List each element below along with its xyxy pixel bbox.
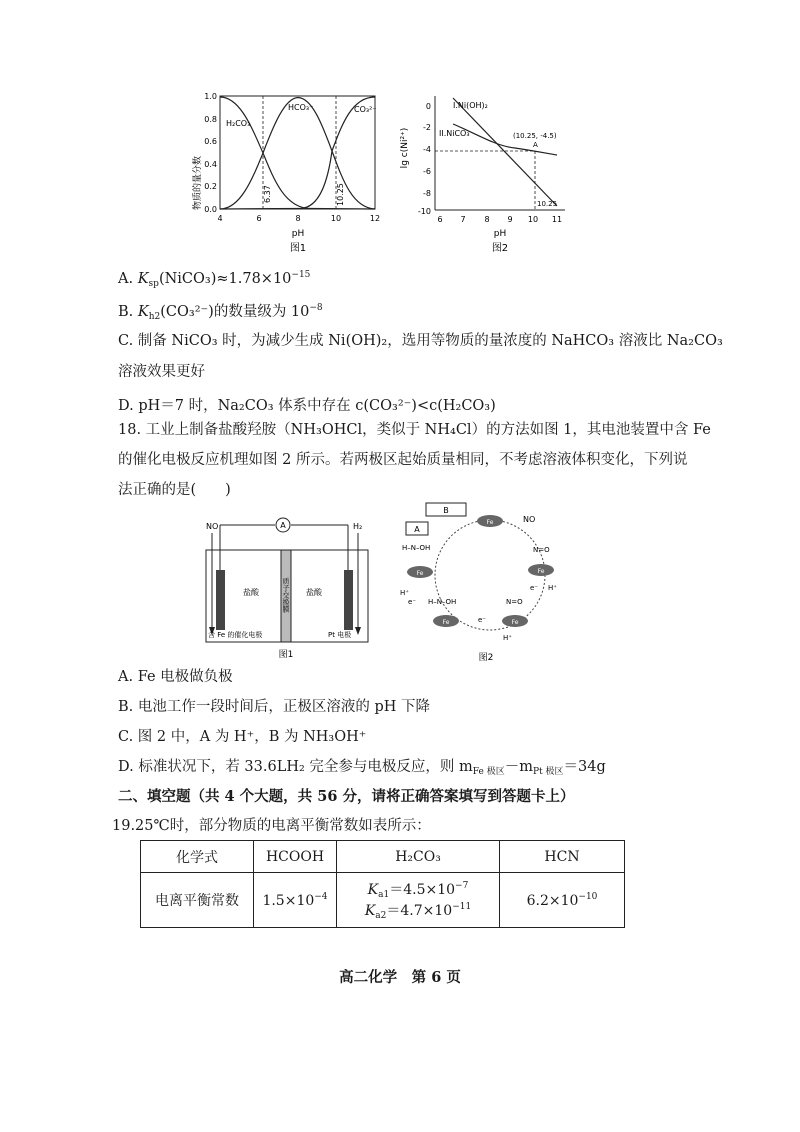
ka2-sub: a2: [375, 911, 387, 921]
fig2-ytick: -6: [423, 167, 431, 176]
ka1-base: ＝4.5×10: [389, 882, 456, 898]
q18-option-b: B. 电池工作一段时间后，正极区溶液的 pH 下降: [118, 699, 431, 715]
fig1-label-h2co3: H₂CO₃: [226, 119, 251, 128]
fig1-x-label: pH: [291, 229, 305, 239]
ka1-sub: a1: [378, 890, 390, 900]
fig1-y-label: 物质的量分数: [193, 155, 203, 211]
q17-a-k: K: [137, 271, 149, 287]
fig1-ytick: 1.0: [204, 92, 217, 101]
table-header-cell: HCN: [500, 841, 625, 873]
hcn-base: 6.2×10: [526, 892, 579, 909]
q18-fe-right-label: Fe: [537, 568, 545, 575]
q18-fig1-cell: [198, 515, 378, 665]
q17-a-exp: −15: [291, 270, 311, 280]
fig2-xtick: 7: [460, 215, 466, 224]
q18-h-plus-bottom: H⁺: [503, 634, 512, 642]
q18-ammeter-label: A: [280, 521, 286, 530]
table-header-cell: HCOOH: [254, 841, 337, 873]
q17-option-d: D. pH＝7 时，Na₂CO₃ 体系中存在 c(CO₃²⁻)<c(H₂CO₃): [118, 398, 496, 414]
fig2-ytick: -8: [423, 189, 431, 198]
fig1-xtick: 8: [295, 214, 301, 223]
hcooh-base: 1.5×10: [262, 892, 315, 909]
q18-fe-top-label: Fe: [486, 519, 494, 526]
fig2-xtick: 11: [551, 215, 563, 224]
table-cell-h2co3: [337, 873, 500, 928]
q18-h-plus-right: H⁺: [548, 584, 557, 592]
q18-d-pt: Pt 极区: [532, 767, 564, 777]
q18-fig2-caption: 图2: [478, 653, 494, 663]
table-header-cell: 化学式: [141, 841, 254, 873]
fig2-ytick: -4: [423, 145, 431, 154]
fig1-xtick: 4: [217, 214, 223, 223]
q18-left-solution: 盐酸: [243, 588, 259, 597]
ka2-k: K: [364, 903, 376, 919]
fig2-point-label: (10.25, -4.5): [513, 132, 557, 140]
q18-h-n-oh-bottom: H–N–OH: [428, 598, 457, 606]
h2co3-ka2: [338, 900, 498, 921]
fig2-xtick: 8: [484, 215, 490, 224]
q18-stem-line1: 18. 工业上制备盐酸羟胺（NH₃OHCl，类似于 NH₄Cl）的方法如图 1，其电池装置中含 Fe: [118, 422, 711, 438]
q18-stem-line3: 法正确的是( ): [118, 482, 231, 498]
q18-option-a: A. Fe 电极做负极: [118, 669, 233, 685]
fig1-label-co3: CO₃²⁻: [354, 105, 377, 114]
table-cell-hcooh: [254, 873, 337, 928]
fig2-xtick: 10: [527, 215, 539, 224]
q18-option-d: [118, 757, 606, 782]
q18-right-electrode: [344, 570, 353, 630]
fig2-caption: 图2: [491, 243, 509, 254]
fig1-xtick: 12: [369, 214, 381, 223]
fig1-caption: 图1: [289, 243, 307, 254]
q17-a-ksub: sp: [148, 279, 159, 289]
ka1-exp: −7: [455, 881, 469, 891]
q18-box-b-label: B: [443, 506, 449, 515]
q18-option-c: C. 图 2 中，A 为 H⁺，B 为 NH₃OH⁺: [118, 729, 367, 745]
ka1-k: K: [367, 882, 379, 898]
q17-option-c-line2: 溶液效果更好: [118, 364, 205, 380]
q17-b-exp: −8: [309, 303, 323, 313]
fig1-ytick: 0.6: [204, 137, 217, 146]
q19-stem: 19.25℃时，部分物质的电离平衡常数如表所示：: [112, 818, 431, 834]
q18-h2-arrow: [355, 627, 361, 635]
fig1-label-hco3: HCO₃⁻: [288, 103, 314, 112]
fig1-curve-hco3: [220, 98, 375, 210]
q17-b-prefix: B.: [118, 304, 138, 320]
q18-n-o-right: N=O: [533, 546, 550, 554]
q18-n-o-bottom: N=O: [506, 598, 523, 606]
fig1-curve-h2co3: [220, 97, 375, 209]
q18-fe-left-label: Fe: [416, 570, 424, 577]
fig1-ytick: 0.2: [204, 182, 217, 191]
q18-h-n-oh-top: H–N–OH: [402, 544, 431, 552]
fig2-x-label: pH: [493, 229, 507, 239]
q18-fe-bottom-right-label: Fe: [511, 619, 519, 626]
ka2-exp: −11: [452, 902, 472, 912]
fig2-lg-chart: [395, 88, 575, 263]
fig2-ytick: 0: [425, 102, 431, 111]
ka2-base: ＝4.7×10: [386, 903, 453, 919]
fig1-distribution-chart: [190, 88, 390, 263]
q18-h2-label: H₂: [353, 522, 363, 531]
q18-d-mid: －m: [504, 759, 533, 775]
q18-right-solution: 盐酸: [306, 588, 322, 597]
fig1-ytick: 0.0: [204, 205, 217, 214]
q18-fe-bottom-left-label: Fe: [442, 619, 450, 626]
fig1-xtick: 10: [330, 214, 342, 223]
q17-b-body: (CO₃²⁻)的数量级为 10: [160, 304, 310, 320]
q18-d-post: ＝34g: [563, 759, 606, 775]
table-header-row: [141, 841, 625, 873]
hcooh-exp: −4: [314, 891, 328, 902]
q18-right-electrode-label: Pt 电极: [328, 631, 352, 639]
fig1-label-10-25: 10.25: [336, 183, 345, 206]
q18-d-fe: Fe 极区: [472, 767, 505, 777]
fig1-label-6-37: 6.37: [263, 185, 272, 203]
fig2-xtick: 9: [507, 215, 513, 224]
q18-fig2-cycle: [398, 500, 573, 665]
q18-e-left: e⁻: [408, 598, 417, 606]
q18-cycle-ring: [435, 520, 545, 630]
q18-box-a-label: A: [414, 525, 420, 534]
q18-no-label: NO: [206, 522, 219, 531]
fig2-x-marker: 10.25: [537, 200, 558, 208]
fig2-ytick: -10: [417, 207, 431, 216]
fig2-line2-label: II.NiCO₃: [439, 129, 470, 138]
fig1-xtick: 6: [256, 214, 262, 223]
q18-left-electrode: [216, 570, 225, 630]
fig2-ytick: -2: [423, 123, 431, 132]
fig2-line1-label: I.Ni(OH)₂: [453, 101, 488, 110]
q18-no-species: NO: [523, 515, 536, 524]
q18-stem-line2: 的催化电极反应机理如图 2 所示。若两极区起始质量相同，不考虑溶液体积变化，下列说: [118, 452, 688, 468]
fig1-ytick: 0.8: [204, 115, 217, 124]
table-cell-hcn: [500, 873, 625, 928]
ionization-table: [140, 840, 625, 928]
hcn-exp: −10: [578, 891, 598, 902]
fig2-point-name: A: [533, 141, 538, 149]
q18-e-right: e⁻: [530, 584, 539, 592]
q18-h-plus-left: H⁺: [400, 589, 409, 597]
q17-b-k: K: [137, 304, 149, 320]
q17-a-body: (NiCO₃)≈1.78×10: [158, 271, 292, 287]
fig2-xtick: 6: [437, 215, 443, 224]
section2-heading: 二、填空题（共 4 个大题，共 56 分，请将正确答案填写到答题卡上）: [118, 788, 575, 805]
q17-option-c-line1: C. 制备 NiCO₃ 时，为减少生成 Ni(OH)₂，选用等物质的量浓度的 NaHCO₃ 溶液比 Na₂CO₃: [118, 333, 723, 349]
table-header-cell: H₂CO₃: [337, 841, 500, 873]
h2co3-ka1: [338, 879, 498, 900]
page-footer: 高二化学 第 6 页: [339, 969, 461, 986]
q18-d-pre: D. 标准状况下，若 33.6LH₂ 完全参与电极反应，则 m: [118, 759, 473, 775]
fig1-ytick: 0.4: [204, 160, 217, 169]
q18-left-electrode-label: 含 Fe 的催化电极: [208, 631, 263, 639]
fig2-y-label: lg c(Ni²⁺): [400, 127, 410, 169]
q18-fig1-caption: 图1: [278, 650, 294, 660]
q17-option-b: [118, 298, 323, 327]
q17-a-prefix: A.: [118, 271, 138, 287]
q18-e-bottom: e⁻: [478, 616, 487, 624]
q17-b-ksub: h2: [148, 312, 161, 322]
table-row: [141, 873, 625, 928]
q17-option-a: [118, 265, 310, 294]
q18-membrane-label: 质子交换膜: [282, 577, 290, 613]
table-row-label: 电离平衡常数: [141, 873, 254, 928]
